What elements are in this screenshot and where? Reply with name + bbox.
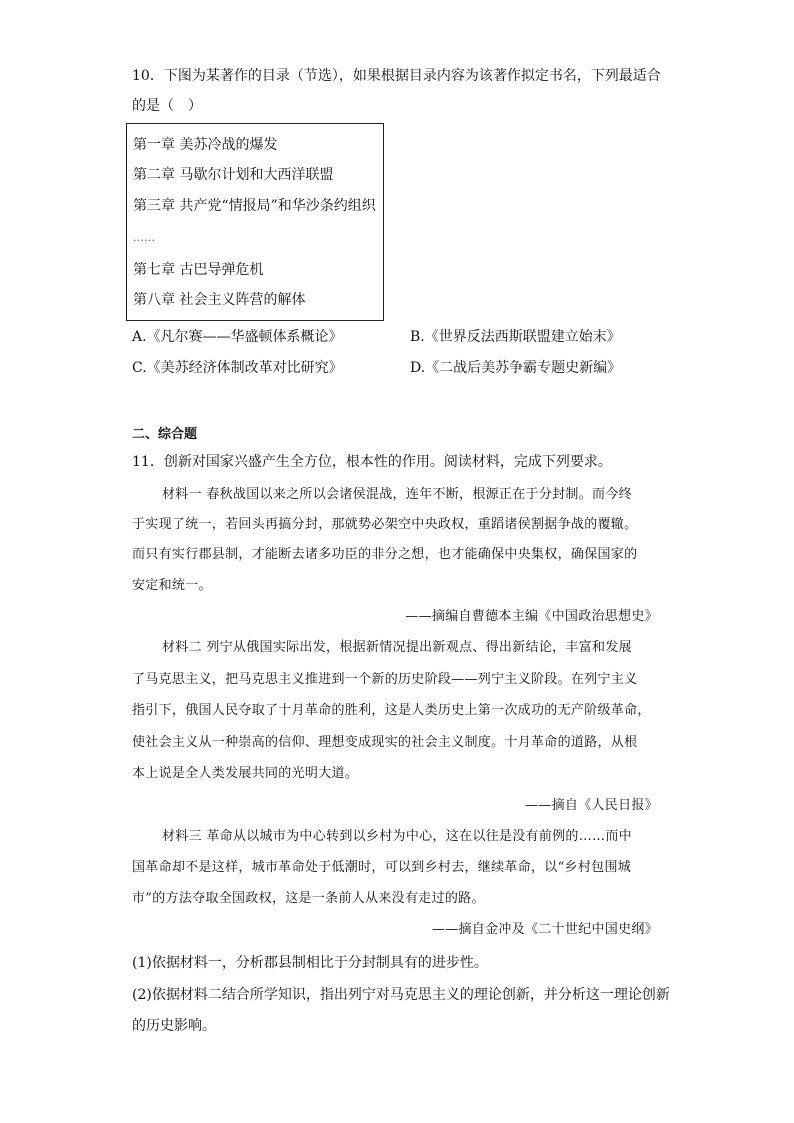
toc-ellipsis: …… bbox=[133, 231, 155, 244]
material3-line: 材料三 革命从以城市为中心转到以乡村为中心，这在以往是没有前例的……而中 bbox=[162, 829, 632, 844]
material2-line: 指引下，俄国人民夺取了十月革命的胜利，这是人类历史上第一次成功的无产阶级革命， bbox=[132, 703, 651, 718]
toc-item: 第八章 社会主义阵营的解体 bbox=[133, 292, 306, 308]
material2-line: 材料二 列宁从俄国实际出发，根据新情况提出新观点、得出新结论，丰富和发展 bbox=[162, 640, 632, 655]
q10-stem-line2: 的是（ ） bbox=[132, 98, 202, 114]
material1-line: 安定和统一。 bbox=[132, 578, 212, 593]
option-b: B.《世界反法西斯联盟建立始末》 bbox=[410, 329, 621, 345]
material2-line: 使社会主义从一种崇高的信仰、理想变成现实的社会主义制度。十月革命的道路，从根 bbox=[132, 735, 638, 750]
toc-item: 第三章 共产党“情报局”和华沙条约组织 bbox=[133, 198, 376, 214]
q10-stem-line1: 10．下图为某著作的目录（节选），如果根据目录内容为该著作拟定书名，下列最适合 bbox=[132, 68, 661, 84]
option-d: D.《二战后美苏争霸专题史新编》 bbox=[410, 360, 622, 376]
toc-item: 第七章 古巴导弹危机 bbox=[133, 262, 264, 278]
sub-question-2-line1: (2)依据材料二结合所学知识，指出列宁对马克思主义的理论创新，并分析这一理论创新 bbox=[132, 987, 670, 1003]
option-c: C.《美苏经济体制改革对比研究》 bbox=[132, 360, 343, 376]
material3-line: 市”的方法夺取全国政权，这是一条前人从来没有走过的路。 bbox=[132, 891, 485, 906]
material1-line: 而只有实行郡县制，才能断去诸多功臣的非分之想，也才能确保中央集权，确保国家的 bbox=[132, 547, 638, 562]
section-heading: 二、综合题 bbox=[132, 427, 198, 442]
q11-stem: 11．创新对国家兴盛产生全方位，根本性的作用。阅读材料，完成下列要求。 bbox=[132, 454, 612, 470]
material1-line: 于实现了统一，若回头再搞分封，那就势必架空中央政权，重蹈诸侯割据争战的覆辙。 bbox=[132, 517, 638, 532]
material1-line: 材料一 春秋战国以来之所以会诸侯混战，连年不断，根源正在于分封制。而今终 bbox=[162, 487, 632, 502]
sub-question-1: (1)依据材料一，分析郡县制相比于分封制具有的进步性。 bbox=[132, 955, 488, 971]
material3-line: 国革命却不是这样，城市革命处于低潮时，可以到乡村去，继续革命，以“乡村包围城 bbox=[132, 860, 632, 875]
toc-item: 第一章 美苏冷战的爆发 bbox=[133, 137, 278, 153]
sub-question-2-line2: 的历史影响。 bbox=[132, 1018, 216, 1034]
toc-item: 第二章 马歇尔计划和大西洋联盟 bbox=[133, 167, 334, 183]
material2-line: 了马克思主义，把马克思主义推进到一个新的历史阶段——列宁主义阶段。在列宁主义 bbox=[132, 672, 638, 687]
material3-source: ——摘自金冲及《二十世纪中国史纲》 bbox=[431, 922, 658, 937]
table-of-contents-box bbox=[126, 123, 384, 321]
material1-source: ——摘编自曹德本主编《中国政治思想史》 bbox=[405, 609, 658, 624]
option-a: A.《凡尔赛——华盛顿体系概论》 bbox=[132, 329, 343, 345]
material2-source: ——摘自《人民日报》 bbox=[525, 798, 658, 813]
material2-line: 本上说是全人类发展共同的光明大道。 bbox=[132, 766, 359, 781]
